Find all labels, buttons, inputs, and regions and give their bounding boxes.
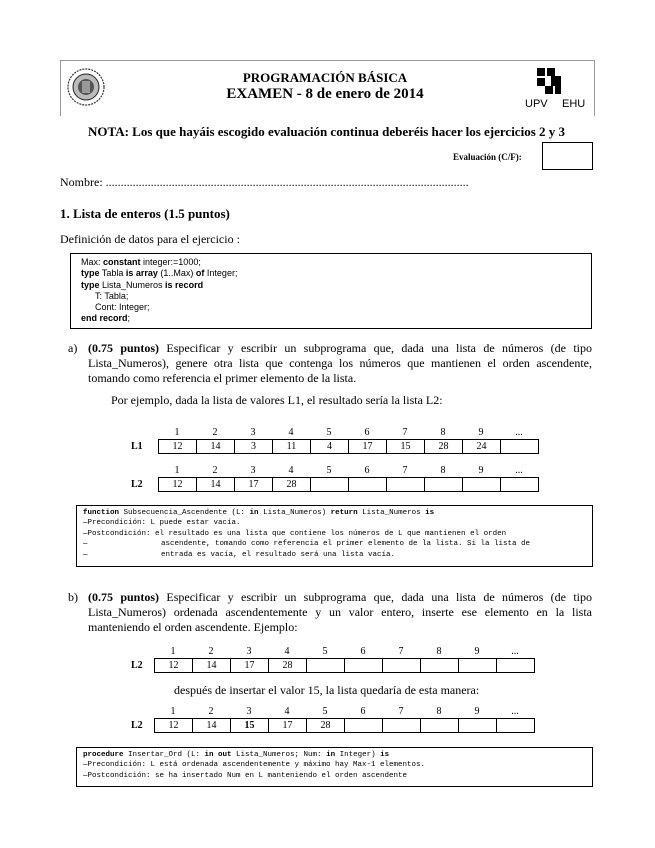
array-cell [349,478,387,492]
l2-before-array [154,658,535,673]
procedure-spec: procedure Insertar_Ord (L: in out Lista_Numeros; Num: in Integer) is —Precondición: L está ordenada ascendentemente y máximo hay Max-1 elementos. —Postcondición: se ha insertado Num en L manteniendo el orden ascendente [76,747,593,787]
section-heading: 1. Lista de enteros (1.5 puntos) [60,206,230,221]
part-a-example: Por ejemplo, dada la lista de valores L1, el resultado sería la lista L2: [111,393,443,407]
array-cell [497,719,535,733]
array-index: 8 [436,706,442,717]
array-cell: 24 [463,440,501,454]
l2-before-label: L2 [131,660,143,671]
array-cell [425,478,463,492]
array-index: 3 [250,465,256,476]
array-cell: 11 [273,440,311,454]
array-index: 5 [322,646,328,657]
array-cell: 3 [235,440,273,454]
function-spec: function Subsecuencia_Ascendente (L: in Lista_Numeros) return Lista_Numeros is —Precondición: L puede estar vacía. —Postcondición: el resultado es una lista que contiene los números de L que mantienen el orden — ascendente, tomando como referencia el primer elemento de la lista. Si la lista de — entrada es vacía, el resultado será una lista vacía. [76,505,593,567]
part-b-letter: b) [68,590,78,604]
data-definition-label: Definición de datos para el ejercicio : [60,232,240,246]
array-cell [383,719,421,733]
array-cell [501,440,539,454]
array-index: 6 [360,646,366,657]
logo-text-upv: UPV [525,98,548,110]
array-cell [387,478,425,492]
array-index: ... [515,465,523,476]
array-cell [307,659,345,673]
array-index: 1 [174,427,180,438]
array-index: 4 [284,646,290,657]
array-index: 7 [402,427,408,438]
array-cell [501,478,539,492]
array-index: 2 [208,646,214,657]
array-index: 6 [364,427,370,438]
array-cell: 17 [269,719,307,733]
array-cell [311,478,349,492]
array-index: 7 [398,646,404,657]
array-cell: 12 [159,478,197,492]
array-cell: 17 [349,440,387,454]
array-cell: 14 [197,440,235,454]
array-index: 2 [212,465,218,476]
array-index: 6 [360,706,366,717]
array-index: 4 [288,427,294,438]
array-index: 3 [246,706,252,717]
array-cell [459,719,497,733]
array-index: ... [511,646,519,657]
array-cell: 15 [231,719,269,733]
l2-label: L2 [131,479,143,490]
array-cell [345,659,383,673]
array-cell: 15 [387,440,425,454]
array-cell [345,719,383,733]
array-cell: 28 [425,440,463,454]
array-index: 4 [284,706,290,717]
array-index: 9 [474,646,480,657]
array-cell: 14 [197,478,235,492]
array-cell: 12 [155,659,193,673]
l2-after-label: L2 [131,720,143,731]
part-a-text: (0.75 puntos) Especificar y escribir un subprograma que, dada una lista de números (de tipo Lista_Numeros), genere otra lista que contenga los números que mantienen el orden ascendente, tomando como referencia el primer elemento de la lista. [88,341,592,385]
l1-array [158,439,539,454]
array-index: 6 [364,465,370,476]
upv-ehu-logo-icon [525,66,575,96]
evaluation-box[interactable] [542,142,593,170]
l2-after-array [154,718,535,733]
array-cell: 4 [311,440,349,454]
array-index: 4 [288,465,294,476]
part-a-letter: a) [68,341,78,355]
array-cell [459,659,497,673]
array-cell [383,659,421,673]
array-index: 7 [402,465,408,476]
array-index: 3 [250,427,256,438]
array-index: 5 [322,706,328,717]
array-index: 8 [436,646,442,657]
array-cell: 28 [307,719,345,733]
array-index: 3 [246,646,252,657]
array-cell: 12 [155,719,193,733]
array-index: 1 [170,646,176,657]
array-index: 9 [474,706,480,717]
note: NOTA: Los que hayáis escogido evaluación continua deberéis hacer los ejercicios 2 y 3 [87,124,565,139]
data-definition-code: Max: constant integer:=1000; type Tabla is array (1..Max) of Integer; type Lista_Numeros is record T: Tabla; Cont: Integer; end record; [70,253,592,329]
array-index: 2 [212,427,218,438]
l2-array [158,477,539,492]
array-index: 8 [440,465,446,476]
array-cell: 14 [193,659,231,673]
array-cell [421,719,459,733]
array-cell [497,659,535,673]
array-cell: 12 [159,440,197,454]
array-cell: 28 [273,478,311,492]
array-index: 9 [478,465,484,476]
array-cell: 17 [231,659,269,673]
array-index: 5 [326,465,332,476]
l1-label: L1 [131,441,143,452]
array-index: 1 [170,706,176,717]
logo-text-ehu: EHU [562,98,586,110]
array-index: 2 [208,706,214,717]
array-index: ... [515,427,523,438]
array-cell [421,659,459,673]
array-index: 8 [440,427,446,438]
evaluation-label: Evaluación (C/F): [453,152,522,162]
name-field[interactable]: Nombre: ......................................................................................................................... [60,175,469,189]
array-index: 5 [326,427,332,438]
part-b-after-text: después de insertar el valor 15, la lista quedaría de esta manera: [174,683,480,697]
array-index: 7 [398,706,404,717]
array-index: ... [511,706,519,717]
array-cell: 28 [269,659,307,673]
array-index: 9 [478,427,484,438]
course-title: PROGRAMACIÓN BÁSICA [242,70,408,85]
array-index: 1 [174,465,180,476]
array-cell [463,478,501,492]
array-cell: 14 [193,719,231,733]
array-cell: 17 [235,478,273,492]
university-crest-icon [66,66,106,108]
part-b-text: (0.75 puntos) Especificar y escribir un subprograma que, dada una lista de números (de tipo Lista_Numeros) ordenada ascendentemente y un valor entero, inserte ese elemento en la lista manteniendo el orden ascendente. Ejemplo: [88,590,592,634]
exam-title: EXAMEN - 8 de enero de 2014 [226,86,424,102]
